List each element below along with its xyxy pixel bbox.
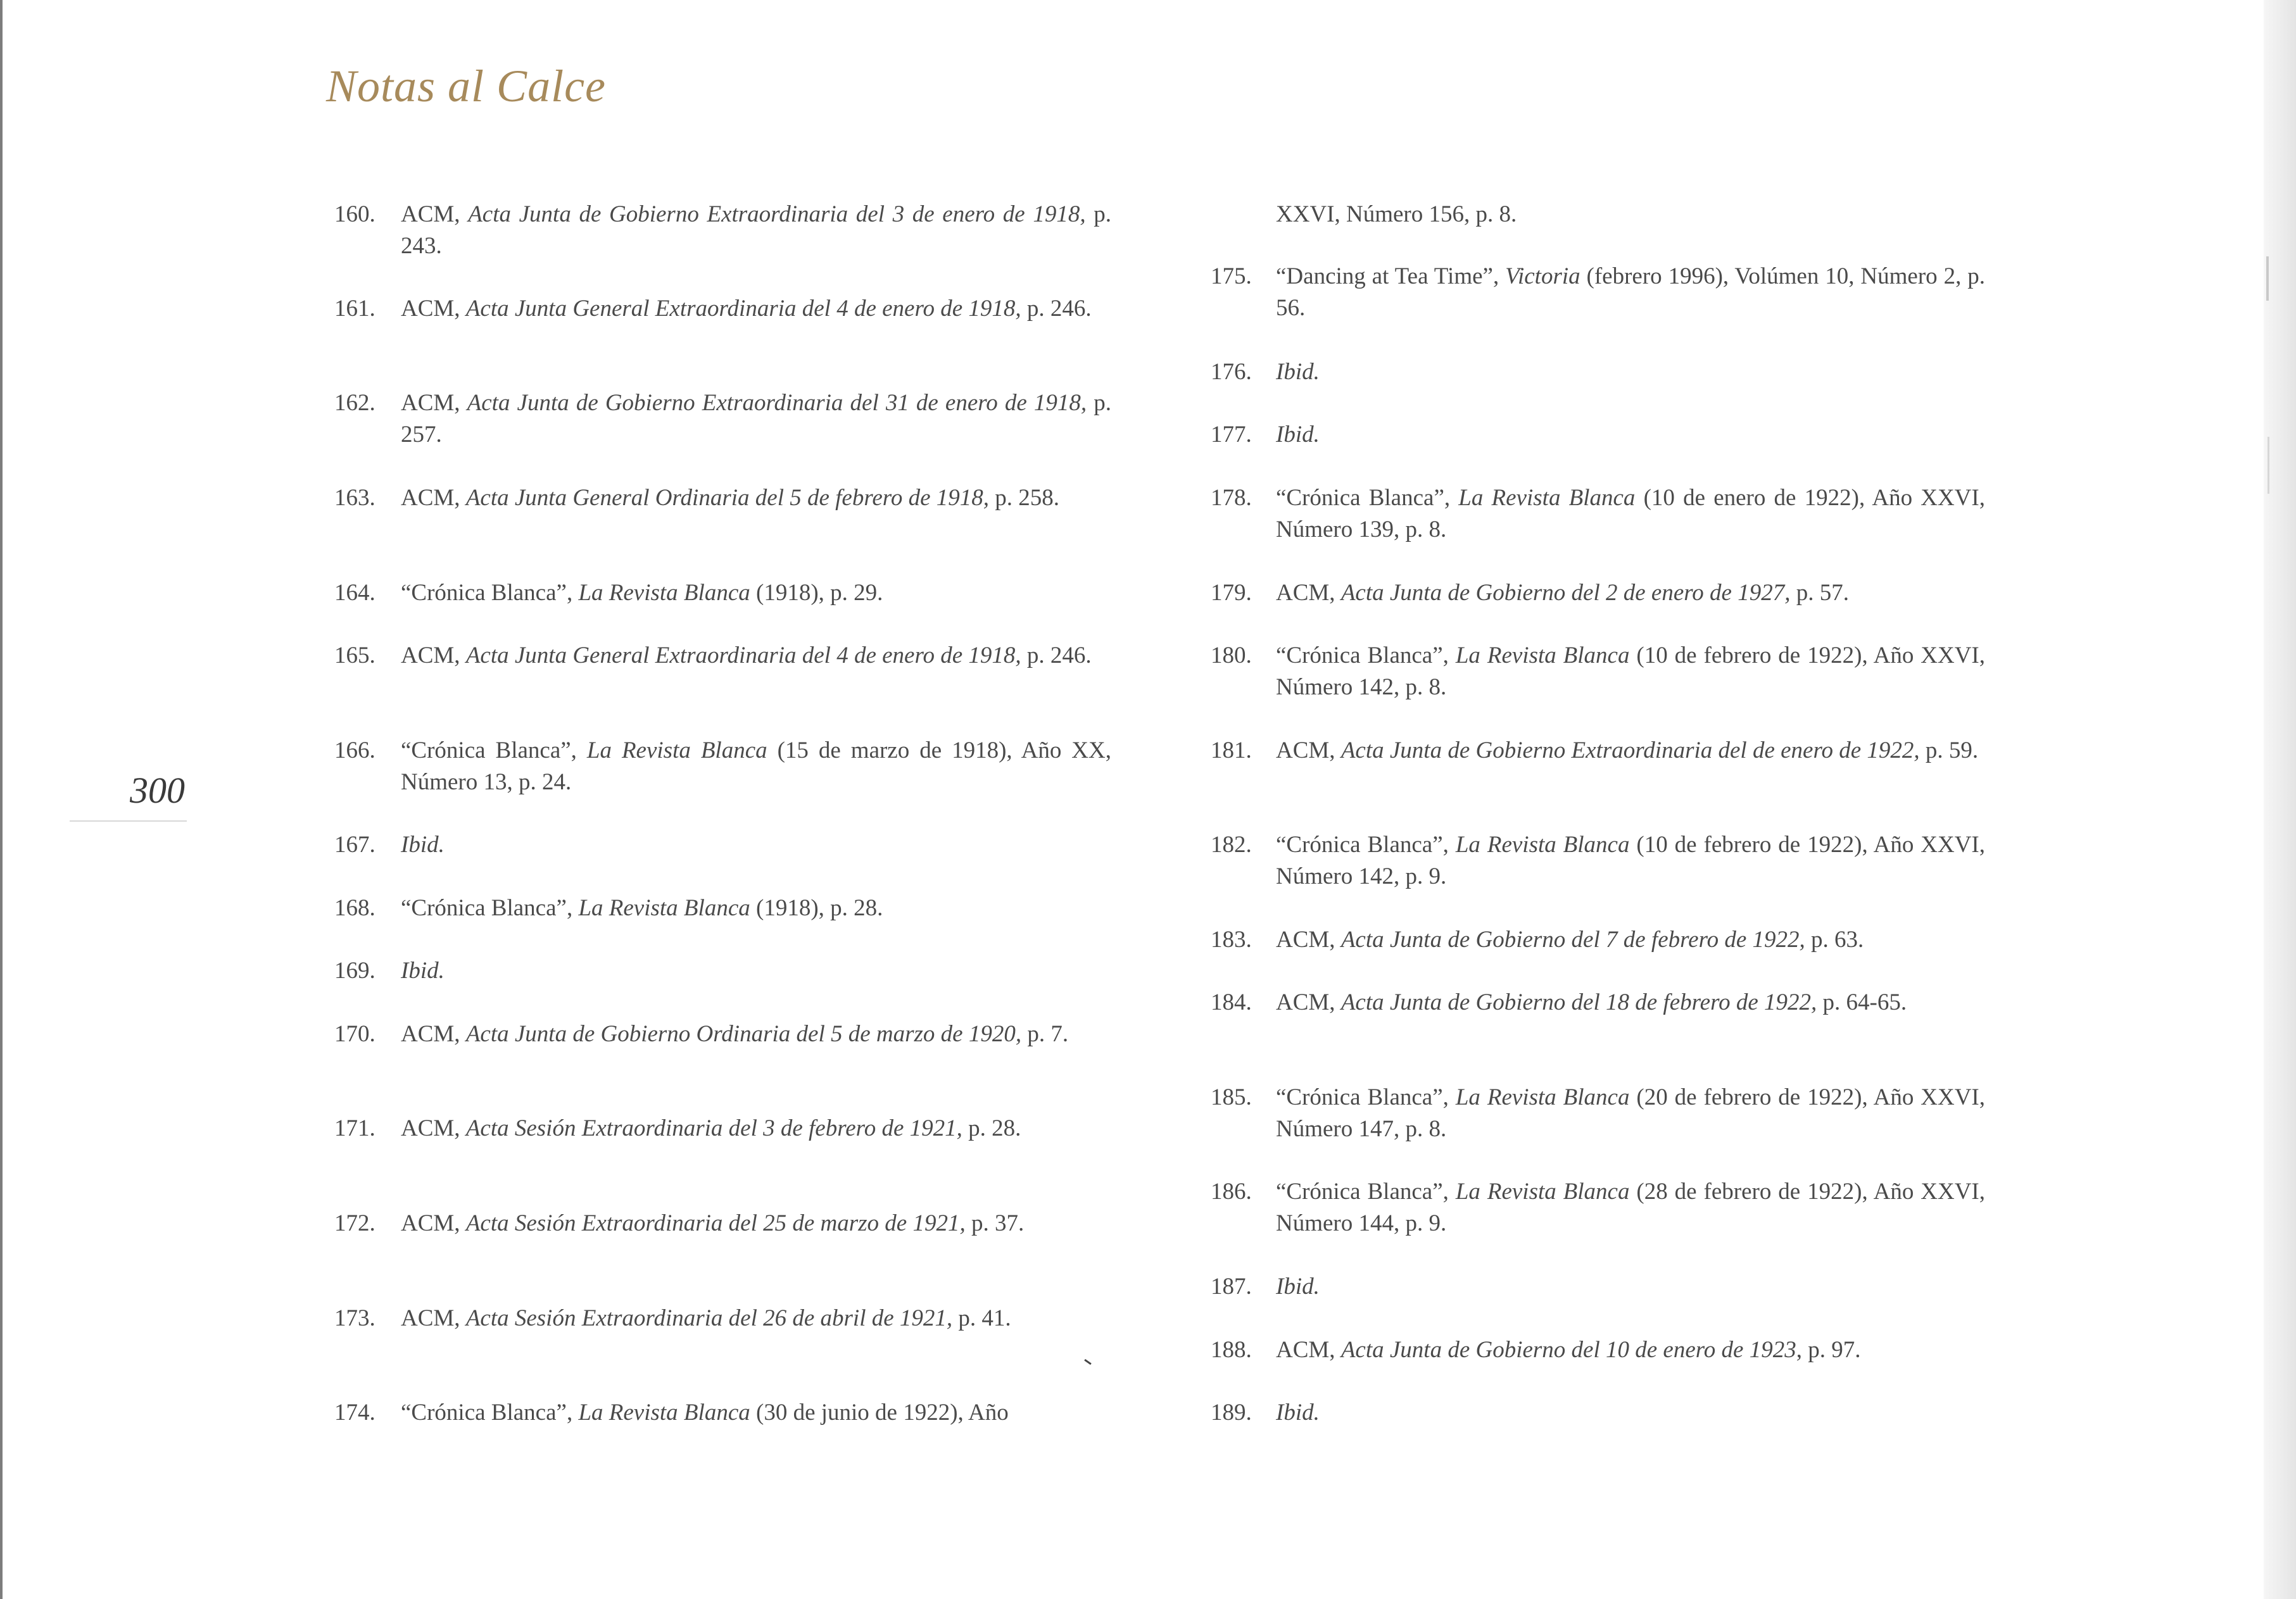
footnote-text: Ibid. bbox=[1276, 1274, 1320, 1300]
footnote-number: 171. bbox=[334, 1115, 375, 1141]
footnote-number: 186. bbox=[1211, 1179, 1252, 1205]
footnote-number: 188. bbox=[1211, 1337, 1252, 1363]
footnote-text: “Crónica Blanca”, La Revista Blanca (10 de enero de 1922), Año XXVI, Número 139, p. 8. bbox=[1276, 485, 1985, 542]
footnote-number: 161. bbox=[334, 296, 375, 322]
footnote-text: ACM, Acta Junta de Gobierno del 7 de febrero de 1922, p. 63. bbox=[1276, 927, 1864, 953]
footnote-number: 182. bbox=[1211, 832, 1252, 858]
footnote-text: “Crónica Blanca”, La Revista Blanca (1918), p. 28. bbox=[401, 895, 883, 921]
footnote-text: ACM, Acta Junta de Gobierno del 18 de febrero de 1922, p. 64-65. bbox=[1276, 989, 1907, 1015]
page-fold-shadow bbox=[2264, 0, 2296, 1599]
footnote-text: “Crónica Blanca”, La Revista Blanca (30 de junio de 1922), Año bbox=[401, 1400, 1009, 1426]
footnote-number: 163. bbox=[334, 485, 375, 511]
footnote-number: 184. bbox=[1211, 989, 1252, 1015]
footnote-text: “Crónica Blanca”, La Revista Blanca (28 de febrero de 1922), Año XXVI, Número 144, p. 9. bbox=[1276, 1179, 1985, 1236]
stray-mark bbox=[1084, 1359, 1092, 1365]
footnote-text: Ibid. bbox=[1276, 422, 1320, 448]
footnote-number: 177. bbox=[1211, 422, 1252, 448]
footnote-number: 174. bbox=[334, 1400, 375, 1426]
footnote-number: 165. bbox=[334, 643, 375, 668]
footnote-number: 176. bbox=[1211, 359, 1252, 385]
footnote-text: “Crónica Blanca”, La Revista Blanca (10 de febrero de 1922), Año XXVI, Número 142, p. 8. bbox=[1276, 643, 1985, 700]
footnote-number: 180. bbox=[1211, 643, 1252, 668]
footnote-number: 166. bbox=[334, 737, 375, 763]
footnote-number: 168. bbox=[334, 895, 375, 921]
footnote-text: ACM, Acta Junta de Gobierno Extraordinaria del de enero de 1922, p. 59. bbox=[1276, 737, 1979, 763]
footnote-text: “Crónica Blanca”, La Revista Blanca (10 de febrero de 1922), Año XXVI, Número 142, p. 9. bbox=[1276, 832, 1985, 889]
footnote-number: 183. bbox=[1211, 927, 1252, 953]
footnote-number: 181. bbox=[1211, 737, 1252, 763]
footnote-text: “Crónica Blanca”, La Revista Blanca (15 de marzo de 1918), Año XX, Número 13, p. 24. bbox=[401, 737, 1111, 795]
footnote-text: ACM, Acta Junta General Extraordinaria del 4 de enero de 1918, p. 246. bbox=[401, 643, 1092, 668]
footnote-text: Ibid. bbox=[1276, 1400, 1320, 1426]
footnote-text: ACM, Acta Junta General Ordinaria del 5 de febrero de 1918, p. 258. bbox=[401, 485, 1059, 511]
page-left-edge bbox=[0, 0, 3, 1599]
footnote-number: 175. bbox=[1211, 263, 1252, 289]
footnote-number: 170. bbox=[334, 1021, 375, 1047]
footnote-text: ACM, Acta Junta de Gobierno del 10 de enero de 1923, p. 97. bbox=[1276, 1337, 1861, 1363]
footnote-text: ACM, Acta Junta de Gobierno Extraordinaria del 31 de enero de 1918, p. 257. bbox=[401, 390, 1111, 448]
footnote-text: “Dancing at Tea Time”, Victoria (febrero 1996), Volúmen 10, Número 2, p. 56. bbox=[1276, 263, 1985, 321]
fold-mark bbox=[2268, 437, 2269, 494]
footnote-number: 160. bbox=[334, 201, 375, 227]
footnote-text: Ibid. bbox=[401, 832, 445, 858]
footnote-number: 169. bbox=[334, 958, 375, 984]
page-number: 300 bbox=[130, 770, 185, 811]
footnote-text: Ibid. bbox=[1276, 359, 1320, 385]
footnote-text: ACM, Acta Junta de Gobierno Ordinaria del 5 de marzo de 1920, p. 7. bbox=[401, 1021, 1069, 1047]
footnote-number: 167. bbox=[334, 832, 375, 858]
footnote-number: 173. bbox=[334, 1305, 375, 1331]
footnote-text: Ibid. bbox=[401, 958, 445, 984]
footnote-text: “Crónica Blanca”, La Revista Blanca (1918), p. 29. bbox=[401, 580, 883, 606]
footnote-text: ACM, Acta Junta General Extraordinaria del 4 de enero de 1918, p. 246. bbox=[401, 296, 1092, 322]
footnote-number: 178. bbox=[1211, 485, 1252, 511]
footnote-number: 162. bbox=[334, 390, 375, 416]
footnote-text: ACM, Acta Sesión Extraordinaria del 3 de febrero de 1921, p. 28. bbox=[401, 1115, 1021, 1141]
footnote-text: ACM, Acta Junta de Gobierno del 2 de enero de 1927, p. 57. bbox=[1276, 580, 1849, 606]
footnote-text: XXVI, Número 156, p. 8. bbox=[1276, 201, 1517, 227]
footnote-number: 187. bbox=[1211, 1274, 1252, 1300]
footnote-number: 185. bbox=[1211, 1084, 1252, 1110]
footnote-text: ACM, Acta Sesión Extraordinaria del 26 de abril de 1921, p. 41. bbox=[401, 1305, 1011, 1331]
footnote-text: “Crónica Blanca”, La Revista Blanca (20 de febrero de 1922), Año XXVI, Número 147, p. 8. bbox=[1276, 1084, 1985, 1142]
footnote-text: ACM, Acta Junta de Gobierno Extraordinaria del 3 de enero de 1918, p. 243. bbox=[401, 201, 1111, 259]
page-title: Notas al Calce bbox=[326, 61, 606, 111]
page-number-rule bbox=[70, 820, 187, 822]
fold-mark bbox=[2266, 256, 2269, 301]
footnote-text: ACM, Acta Sesión Extraordinaria del 25 de marzo de 1921, p. 37. bbox=[401, 1210, 1025, 1236]
footnote-number: 172. bbox=[334, 1210, 375, 1236]
footnote-number: 179. bbox=[1211, 580, 1252, 606]
footnote-number: 189. bbox=[1211, 1400, 1252, 1426]
footnote-number: 164. bbox=[334, 580, 375, 606]
